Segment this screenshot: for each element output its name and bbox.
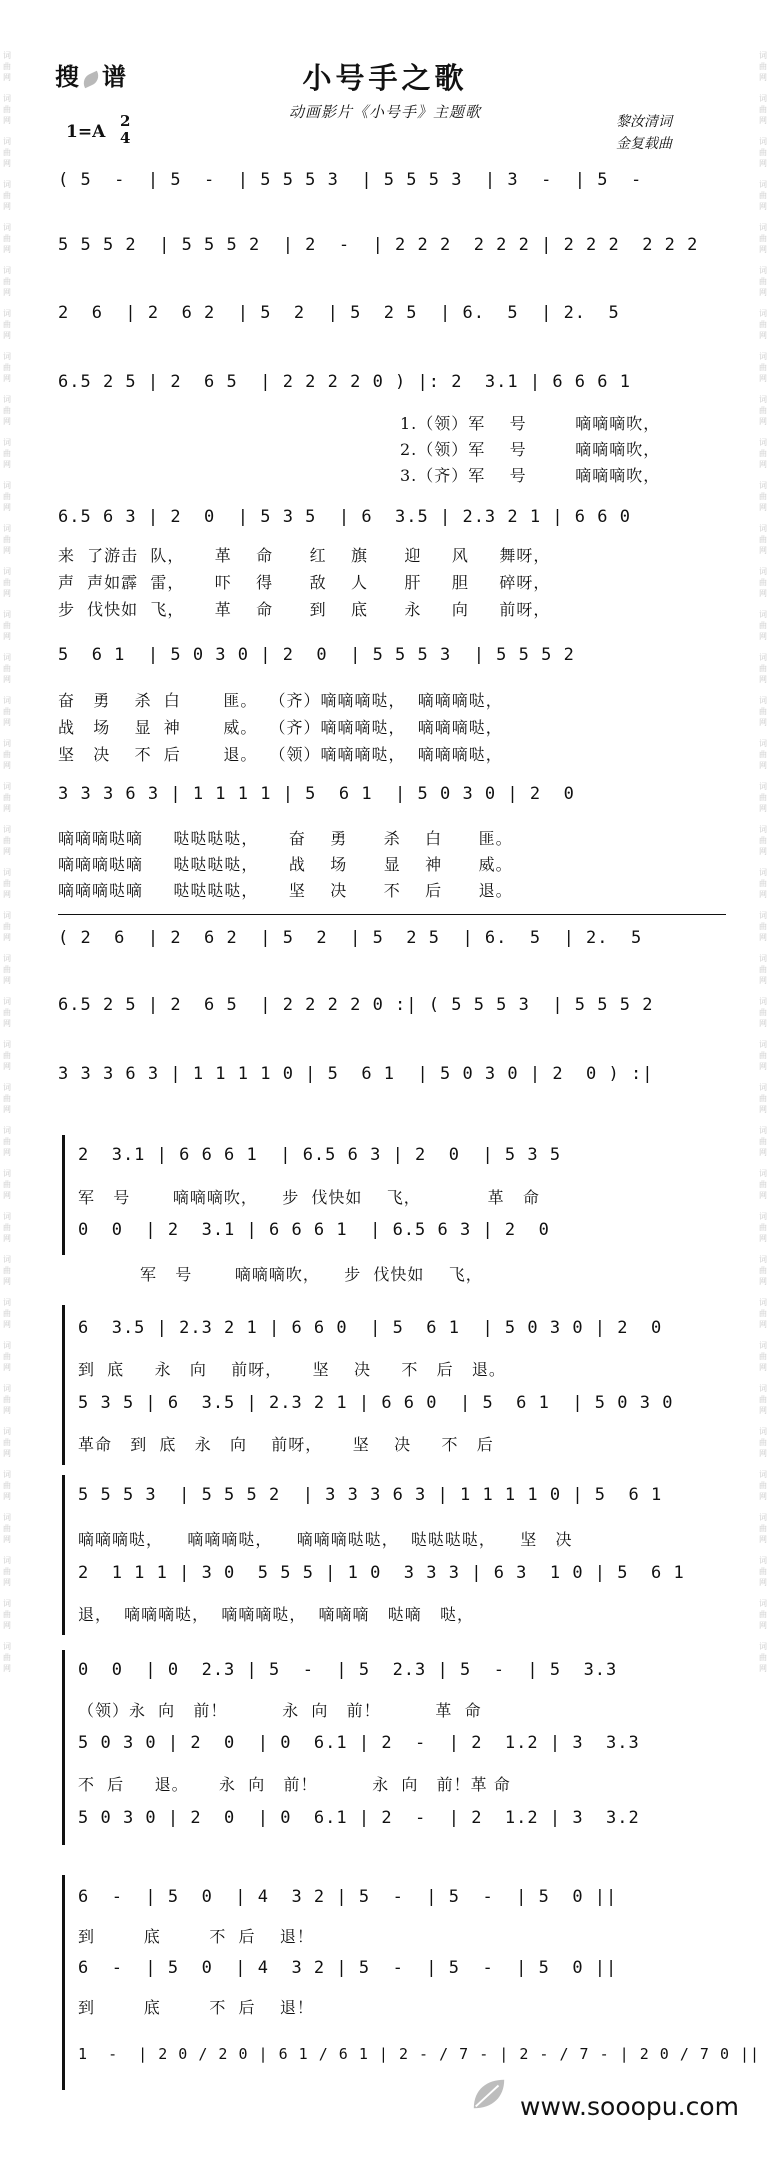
footer-url-text: www.sooopu.com <box>520 2092 739 2121</box>
watermark-label: 词曲网 <box>759 481 767 512</box>
score-row-14: 5 3 5 | 6 3.5 | 2.3 2 1 | 6 6 0 | 5 6 1 | 5 0 3 0 <box>78 1393 674 1413</box>
watermark-label: 词曲网 <box>3 1513 11 1544</box>
watermark-label: 词曲网 <box>759 1556 767 1587</box>
watermark-label: 词曲网 <box>759 1599 767 1630</box>
watermark-label: 词曲网 <box>759 868 767 899</box>
system-brace <box>62 1305 65 1465</box>
watermark-label: 词曲网 <box>3 51 11 82</box>
watermark-label: 词曲网 <box>759 1470 767 1501</box>
watermark-label: 词曲网 <box>3 610 11 641</box>
lyric-line: 嘀嘀嘀哒嘀 哒哒哒哒， 战 场 显 神 威。 <box>58 855 513 874</box>
watermark-label: 词曲网 <box>3 1341 11 1372</box>
score-row-16: 2 1 1 1 | 3 0 5 5 5 | 1 0 3 3 3 | 6 3 1 0 | 5 6 1 <box>78 1563 685 1583</box>
system-brace <box>62 1135 65 1255</box>
watermark-label: 词曲网 <box>3 567 11 598</box>
watermark-label: 词曲网 <box>759 266 767 297</box>
watermark-label: 词曲网 <box>3 1470 11 1501</box>
time-signature <box>120 113 130 147</box>
score-row-6: 5 6 1 | 5 0 3 0 | 2 0 | 5 5 5 3 | 5 5 5 2 <box>58 645 575 665</box>
watermark-label: 词曲网 <box>3 94 11 125</box>
lyric-line: 3.（齐）军 号 嘀嘀嘀吹， <box>400 466 661 485</box>
watermark-label: 词曲网 <box>3 1126 11 1157</box>
score-row-18: 5 0 3 0 | 2 0 | 0 6.1 | 2 - | 2 1.2 | 3 3.3 <box>78 1733 640 1753</box>
watermark-label: 词曲网 <box>3 653 11 684</box>
watermark-label: 词曲网 <box>759 352 767 383</box>
watermark-label: 词曲网 <box>759 223 767 254</box>
time-sig-top: 2 <box>120 112 131 130</box>
leaf-icon <box>470 2076 508 2114</box>
watermark-label: 词曲网 <box>759 610 767 641</box>
lyric-line: 来 了游击 队， 革 命 红 旗 迎 风 舞呀， <box>58 546 551 565</box>
score-row-4: 6.5 2 5 | 2 6 5 | 2 2 2 2 0 ) |: 2 3.1 | 6 6 6 1 <box>58 372 631 392</box>
watermark-label: 词曲网 <box>759 1298 767 1329</box>
watermark-label: 词曲网 <box>3 1556 11 1587</box>
song-subtitle: 动画影片《小号手》主题歌 <box>288 103 481 121</box>
watermark-label: 词曲网 <box>759 1384 767 1415</box>
watermark-label: 词曲网 <box>3 524 11 555</box>
right-watermark-strip <box>756 50 770 2160</box>
watermark-label: 词曲网 <box>3 395 11 426</box>
song-title: 小号手之歌 <box>302 61 468 95</box>
score-row-3: 2 6 | 2 6 2 | 5 2 | 5 2 5 | 6. 5 | 2. 5 <box>58 303 620 323</box>
score-row-15: 5 5 5 3 | 5 5 5 2 | 3 3 3 6 3 | 1 1 1 1 0 | 5 6 1 <box>78 1485 663 1505</box>
watermark-label: 词曲网 <box>3 954 11 985</box>
watermark-label: 词曲网 <box>3 911 11 942</box>
logo-char-1: 搜 <box>55 63 80 91</box>
lyric-line: 到 底 不 后 退！ <box>78 1998 314 2017</box>
score-row-20: 6 - | 5 0 | 4 3 2 | 5 - | 5 - | 5 0 || <box>78 1887 618 1907</box>
watermark-label: 词曲网 <box>759 1341 767 1372</box>
watermark-label: 词曲网 <box>759 94 767 125</box>
watermark-label: 词曲网 <box>3 352 11 383</box>
score-row-9: 6.5 2 5 | 2 6 5 | 2 2 2 2 0 :| ( 5 5 5 3 | 5 5 5 2 <box>58 995 654 1015</box>
lyric-line: 战 场 显 神 威。 （齐）嘀嘀嘀哒， 嘀嘀嘀哒， <box>58 718 503 737</box>
watermark-label: 词曲网 <box>3 825 11 856</box>
score-row-22: 1 - | 2 0 / 2 0 | 6 1 / 6 1 | 2 - / 7 - | 2 - / 7 - | 2 0 / 7 0 || <box>78 2045 761 2063</box>
watermark-label: 词曲网 <box>759 997 767 1028</box>
watermark-label: 词曲网 <box>3 1212 11 1243</box>
watermark-label: 词曲网 <box>759 696 767 727</box>
watermark-label: 词曲网 <box>759 1642 767 1673</box>
lyric-line: 退， 嘀嘀嘀哒， 嘀嘀嘀哒， 嘀嘀嘀 哒嘀 哒， <box>78 1605 475 1624</box>
watermark-label: 词曲网 <box>3 223 11 254</box>
watermark-label: 词曲网 <box>759 653 767 684</box>
volta-1-bracket <box>58 914 726 915</box>
watermark-label: 词曲网 <box>759 1083 767 1114</box>
watermark-label: 词曲网 <box>759 1169 767 1200</box>
watermark-label: 词曲网 <box>3 137 11 168</box>
score-row-21: 6 - | 5 0 | 4 3 2 | 5 - | 5 - | 5 0 || <box>78 1958 618 1978</box>
lyric-line: 嘀嘀嘀哒嘀 哒哒哒哒， 坚 决 不 后 退。 <box>58 881 513 900</box>
lyric-line: 军 号 嘀嘀嘀吹， 步 伐快如 飞， <box>140 1265 483 1284</box>
watermark-label: 词曲网 <box>759 309 767 340</box>
lyric-line: 不 后 退。 永 向 前！ 永 向 前！革 命 <box>78 1775 511 1794</box>
composer-credit: 金复载曲 <box>616 136 672 152</box>
lyric-line: 到 底 不 后 退！ <box>78 1927 314 1946</box>
watermark-label: 词曲网 <box>3 739 11 770</box>
lyric-line: 军 号 嘀嘀嘀吹， 步 伐快如 飞， 革 命 <box>78 1188 540 1207</box>
watermark-label: 词曲网 <box>3 868 11 899</box>
watermark-label: 词曲网 <box>3 180 11 211</box>
watermark-label: 词曲网 <box>3 309 11 340</box>
watermark-label: 词曲网 <box>759 1427 767 1458</box>
lyric-line: 革命 到 底 永 向 前呀， 坚 决 不 后 <box>78 1435 494 1454</box>
lyric-line: 声 声如霹 雷， 吓 得 敌 人 肝 胆 碎呀， <box>58 573 551 592</box>
watermark-label: 词曲网 <box>3 1599 11 1630</box>
left-watermark-strip <box>0 50 14 2160</box>
watermark-label: 词曲网 <box>3 782 11 813</box>
score-row-11: 2 3.1 | 6 6 6 1 | 6.5 6 3 | 2 0 | 5 3 5 <box>78 1145 562 1165</box>
watermark-label: 词曲网 <box>3 1255 11 1286</box>
watermark-label: 词曲网 <box>3 481 11 512</box>
system-brace <box>62 1475 65 1635</box>
score-row-12: 0 0 | 2 3.1 | 6 6 6 1 | 6.5 6 3 | 2 0 <box>78 1220 550 1240</box>
watermark-label: 词曲网 <box>759 438 767 469</box>
lyric-line: 嘀嘀嘀哒， 嘀嘀嘀哒， 嘀嘀嘀哒哒， 哒哒哒哒， 坚 决 <box>78 1530 573 1549</box>
watermark-label: 词曲网 <box>3 1083 11 1114</box>
score-row-5: 6.5 6 3 | 2 0 | 5 3 5 | 6 3.5 | 2.3 2 1 | 6 6 0 <box>58 507 631 527</box>
watermark-label: 词曲网 <box>3 1298 11 1329</box>
watermark-label: 词曲网 <box>3 696 11 727</box>
watermark-label: 词曲网 <box>759 180 767 211</box>
watermark-label: 词曲网 <box>759 911 767 942</box>
footer-site-url[interactable] <box>520 2092 739 2121</box>
logo-char-2: 谱 <box>102 63 127 91</box>
lyric-line: 步 伐快如 飞， 革 命 到 底 永 向 前呀， <box>58 600 551 619</box>
watermark-label: 词曲网 <box>759 825 767 856</box>
time-sig-bottom: 4 <box>120 129 131 147</box>
lyric-line: 坚 决 不 后 退。 （领）嘀嘀嘀哒， 嘀嘀嘀哒， <box>58 745 503 764</box>
lyric-line: 奋 勇 杀 白 匪。 （齐）嘀嘀嘀哒， 嘀嘀嘀哒， <box>58 691 503 710</box>
watermark-label: 词曲网 <box>759 395 767 426</box>
score-row-17: 0 0 | 0 2.3 | 5 - | 5 2.3 | 5 - | 5 3.3 <box>78 1660 618 1680</box>
watermark-label: 词曲网 <box>759 1212 767 1243</box>
watermark-label: 词曲网 <box>759 739 767 770</box>
system-brace <box>62 1875 65 2090</box>
lyric-line: 到 底 永 向 前呀， 坚 决 不 后 退。 <box>78 1360 506 1379</box>
key-signature: 1=A <box>66 122 106 142</box>
watermark-label: 词曲网 <box>3 1169 11 1200</box>
lyric-line: 1.（领）军 号 嘀嘀嘀吹， <box>400 414 661 433</box>
watermark-label: 词曲网 <box>759 137 767 168</box>
watermark-label: 词曲网 <box>759 1513 767 1544</box>
score-row-2: 5 5 5 2 | 5 5 5 2 | 2 - | 2 2 2 2 2 2 | 2 2 2 2 2 2 <box>58 235 699 255</box>
score-row-7: 3 3 3 6 3 | 1 1 1 1 | 5 6 1 | 5 0 3 0 | 2 0 <box>58 784 575 804</box>
watermark-label: 词曲网 <box>759 524 767 555</box>
watermark-label: 词曲网 <box>3 1384 11 1415</box>
watermark-label: 词曲网 <box>3 1642 11 1673</box>
lyric-line: 嘀嘀嘀哒嘀 哒哒哒哒， 奋 勇 杀 白 匪。 <box>58 829 513 848</box>
lyric-line: 2.（领）军 号 嘀嘀嘀吹， <box>400 440 661 459</box>
watermark-label: 词曲网 <box>759 567 767 598</box>
watermark-label: 词曲网 <box>759 782 767 813</box>
score-row-8: ( 2 6 | 2 6 2 | 5 2 | 5 2 5 | 6. 5 | 2. 5 <box>58 928 643 948</box>
watermark-label: 词曲网 <box>3 266 11 297</box>
watermark-label: 词曲网 <box>3 438 11 469</box>
score-row-10: 3 3 3 6 3 | 1 1 1 1 0 | 5 6 1 | 5 0 3 0 | 2 0 ) :| <box>58 1064 654 1084</box>
lyricist-credit: 黎汝清词 <box>616 114 672 130</box>
watermark-label: 词曲网 <box>3 997 11 1028</box>
watermark-label: 词曲网 <box>759 1255 767 1286</box>
score-row-1: ( 5 - | 5 - | 5 5 5 3 | 5 5 5 3 | 3 - | 5 - <box>58 170 643 190</box>
watermark-label: 词曲网 <box>759 954 767 985</box>
watermark-label: 词曲网 <box>759 1126 767 1157</box>
watermark-label: 词曲网 <box>3 1040 11 1071</box>
system-brace <box>62 1650 65 1845</box>
watermark-label: 词曲网 <box>759 51 767 82</box>
score-row-19: 5 0 3 0 | 2 0 | 0 6.1 | 2 - | 2 1.2 | 3 3.2 <box>78 1808 640 1828</box>
watermark-label: 词曲网 <box>759 1040 767 1071</box>
score-row-13: 6 3.5 | 2.3 2 1 | 6 6 0 | 5 6 1 | 5 0 3 0 | 2 0 <box>78 1318 663 1338</box>
lyric-line: （领）永 向 前！ 永 向 前！ 革 命 <box>78 1701 482 1720</box>
watermark-label: 词曲网 <box>3 1427 11 1458</box>
